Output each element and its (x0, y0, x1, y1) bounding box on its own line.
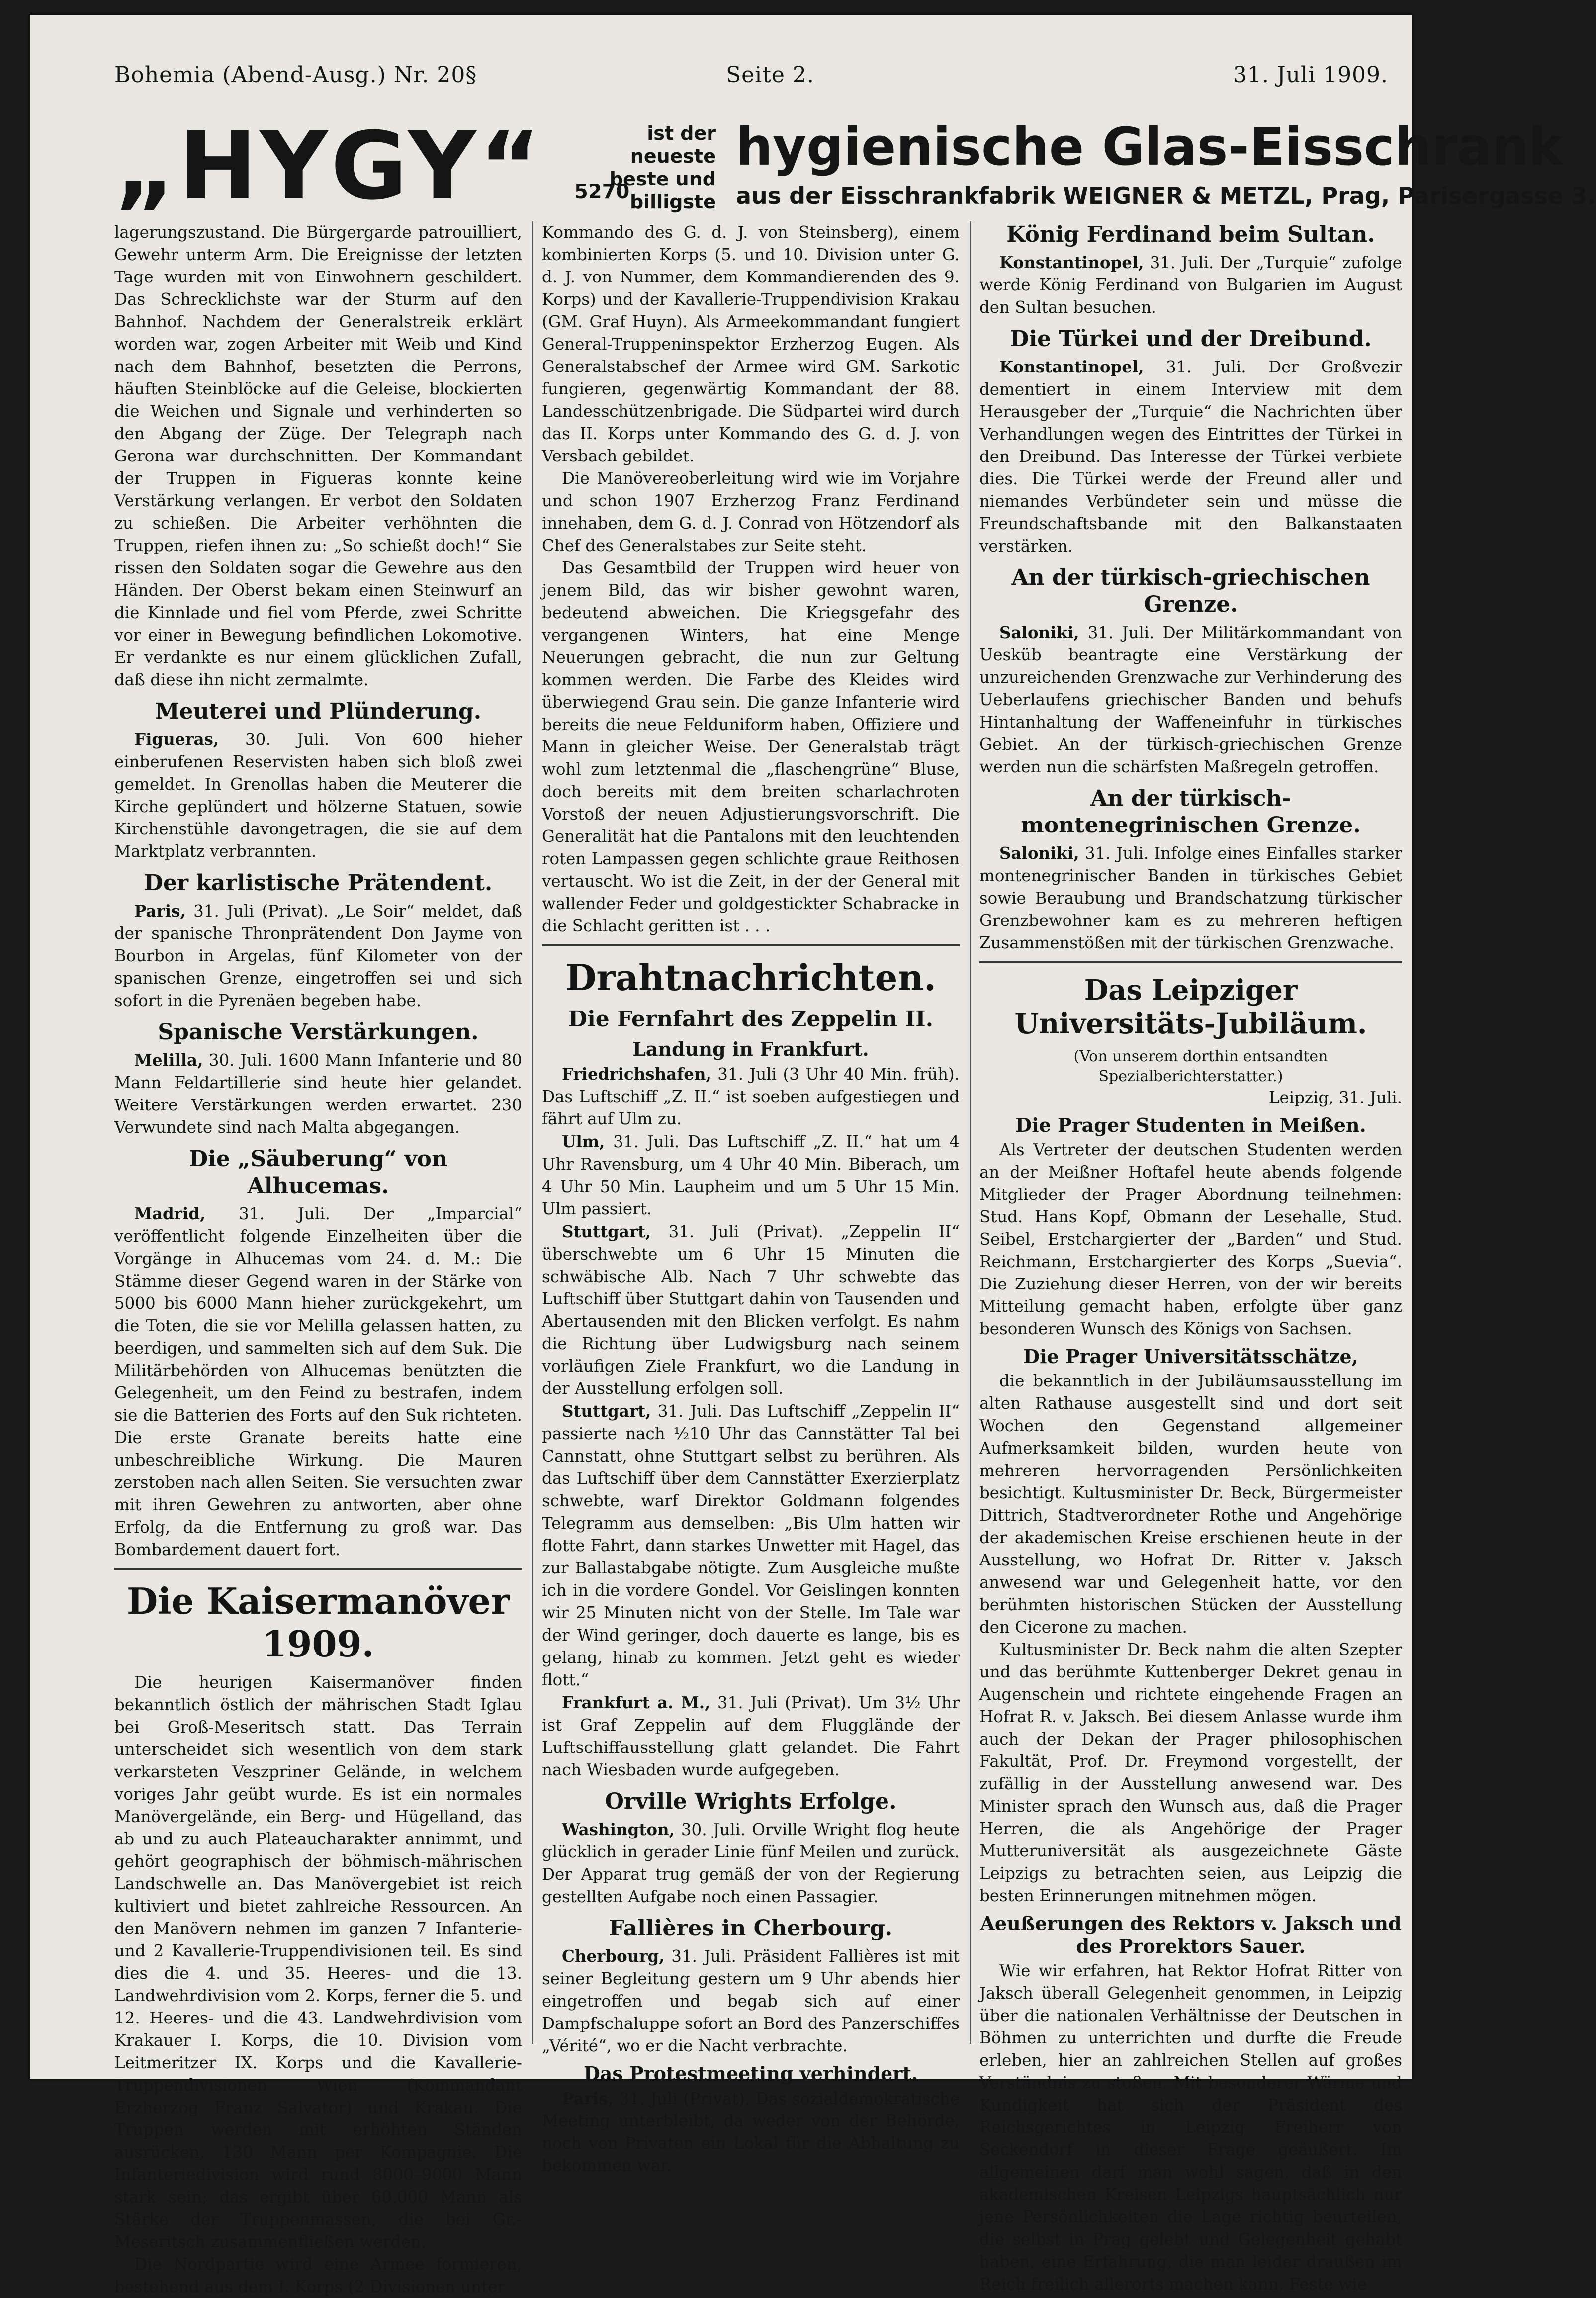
article-body: 31. Juli. Das Luftschiff „Zeppelin II“ passierte nach ½10 Uhr das Cannstätter Tal bei Cannstatt, ohne Stuttgart selbst zu berühren. Als das Luftschiff über dem Cannstätter Exerzierplatz schwebte, warf Direktor Goldmann folgendes Telegramm aus demselben: „Bis Ulm hatten wir flotte Fahrt, dann starkes Unwetter mit Hagel, das zur Ballastabgabe nötigte. Zum Ausgleiche mußte ich in die vordere Gondel. Vor Geislingen konnten wir 25 Minuten nicht von der Stelle. Im Tale war der Wind geringer, doch dauerte es lange, bis es gelang, hinab zu kommen. Jetzt geht es wieder flott.“ (542, 1402, 960, 1689)
article-text: Wie wir erfahren, hat Rektor Hofrat Ritter von Jaksch überall Gelegenheit genommen, in Leipzig über die nationalen Verhältnisse der Deutschen in Böhmen zu unterrichten und durfte die Freude erleben, hier an zahlreichen Stellen auf großes Verständnis zu stoßen. Mit besonderer Wärme und Kundigkeit hat sich der Präsident des Reichsgerichtes in Leipzig Freiherr von Seckendorf in dieser Frage geäußert. Im allgemeinen darf man wohl sagen, daß in den akademischen Kreisen Leipzigs hauptsächlich nur jene Persönlichkeiten die Lage richtig beurteilen, die selbst in Prag gelebt und Gelegenheit gehabt haben, eine Erfahrung, die man leider draußen im Reich freilich allerorts machen kann. Feste wie (979, 1961, 1402, 2294)
article-body: 31. Juli. Der Großvezir dementiert in einem Interview mit dem Herausgeber der „Turquie“ die Nachrichten über Verhandlungen wegen des Eintrittes der Türkei in den Dreibund. Das Interesse der Türkei verbiete dies. Die Türkei werde der Freund aller und niemandes Verbündeter sein und müsse die Freundschaftsbande mit den Balkanstaaten verstärken. (979, 358, 1402, 555)
article-body: 30. Juli. 1600 Mann Infanterie und 80 Mann Feldartillerie sind heute hier gelandet. Weitere Verstärkungen werden erwartet. 230 Verwundete sind nach Malta abgegangen. (114, 1051, 522, 1137)
section-heading: Die Türkei und der Dreibund. (1010, 326, 1372, 352)
article-text: Kommando des G. d. J. von Steinsberg), einem kombinierten Korps (5. und 10. Division unter G. d. J. von Nummer, dem Kommandierenden des 9. Korps) und der Kavallerie-Truppendivision Krakau (GM. Graf Huyn). Als Armeekommandant fungiert General-Truppeninspektor Erzherzog Eugen. Als Generalstabschef der Armee wird GM. Sarkotic fungieren, gegenwärtig Kommandant der 88. Landesschützenbrigade. Die Südpartei wird durch das II. Korps unter Kommando des G. d. J. von Versbach gebildet. (542, 223, 960, 465)
section-subheading: Landung in Frankfurt. (632, 1038, 869, 1060)
page-header-center: Seite 2. (726, 62, 814, 88)
article-text: Als Vertreter der deutschen Studenten werden an der Meißner Hoftafel heute abends folgende Mitglieder der Prager Abordnung teilnehmen: Stud. Hans Kopf, Obmann der Lesehalle, Stud. Seibel, Erstchargierter der „Barden“ und Stud. Reichmann, Erstchargierter des Korps „Suevia“. Die Zuziehung dieser Herren, von der wir bereits Mitteilung gemacht haben, erfolgte über ganz besonderen Wunsch des Königs von Sachsen. (979, 1140, 1402, 1338)
column-2 (542, 221, 960, 2175)
ad-number: 5270 (574, 181, 630, 203)
section-subheading: Die Prager Universitätsschätze, (1023, 1345, 1358, 1368)
ad-tag-line: ist der (647, 122, 716, 144)
article-text: Kultusminister Dr. Beck nahm die alten Szepter und das berühmte Kuttenberger Dekret genau in Augenschein und richtete eingehende Fragen an Hofrat R. v. Jaksch. Bei diesem Anlasse wurde ihm auch der Dekan der Prager philosophischen Fakultät, Prof. Dr. Freymond vorgestellt, der zufällig in der Ausstellung anwesend war. Des Minister sprach den Wunsch aus, daß die Prager Herren, die als Angehörige der Prager Mutteruniversität als ausgezeichnete Gäste Leipzigs zu betrachten seien, aus Leipzig die besten Erinnerungen mitnehmen mögen. (979, 1640, 1402, 1905)
article-text (542, 1818, 960, 1908)
main-heading: Drahtnachrichten. (565, 956, 936, 999)
article-text (114, 1202, 522, 1561)
page-header-right: 31. Juli 1909. (1233, 62, 1389, 88)
separator (979, 961, 1402, 963)
main-heading: Das Leipziger Universitäts-Jubiläum. (1014, 974, 1367, 1040)
ad-brand: „HYGY“ (114, 112, 543, 221)
article-text (542, 1063, 960, 1130)
article-body: 30. Juli. Von 600 hieher einberufenen Reservisten haben sich bloß zwei gemeldet. In Grenollas haben die Meuterer die Kirche geplündert und hölzerne Statuen, sowie Kirchenstühle davongetragen, die sie auf dem Marktplatz verbrannten. (114, 730, 522, 861)
advertisement (114, 112, 1596, 226)
ad-subline: aus der Eisschrankfabrik WEIGNER & METZL, Prag, Parisergasse 3. (736, 183, 1596, 209)
section-heading: Orville Wrights Erfolge. (605, 1789, 897, 1814)
article-text (542, 1400, 960, 1691)
dateline: Saloniki, (999, 623, 1079, 642)
section-heading: Die „Säuberung“ von Alhucemas. (189, 1146, 447, 1198)
article-body: 31. Juli (Privat). Um 3½ Uhr ist Graf Zeppelin auf dem Flugglände der Luftschiffausstellung glatt gelandet. Die Fahrt nach Wiesbaden wurde aufgegeben. (542, 1693, 960, 1779)
separator (542, 944, 960, 946)
article-body: 31. Juli (3 Uhr 40 Min. früh). Das Luftschiff „Z. II.“ ist soeben aufgestiegen und fährt auf Ulm zu. (542, 1065, 960, 1128)
column-rule (970, 221, 971, 2044)
article-text (542, 1220, 960, 1400)
dateline: Stuttgart, (562, 1401, 651, 1421)
article-text (542, 2087, 960, 2177)
ad-tag-line: neueste (630, 145, 716, 167)
article-text (542, 1691, 960, 1781)
section-heading: Die Fernfahrt des Zeppelin II. (568, 1007, 934, 1032)
dateline: Stuttgart, (562, 1222, 651, 1241)
article-text: Das Gesamtbild der Truppen wird heuer von jenem Bild, das wir bisher gewohnt waren, bedeutend abweichen. Die Kriegsgefahr des vergangenen Winters, hat eine Menge Neuerungen gebracht, die nun zur Geltung kommen werden. Die Farbe des Kleides wird überwiegend Grau sein. Die ganze Infanterie wird bereits die neue Felduniform haben, Offiziere und Mann in gleicher Weise. Der Generalstab trägt wohl zum letztenmal die „flaschengrüne“ Bluse, doch bereits mit dem breiten scharlachroten Vorstoß der neuen Adjustierungsvorschrift. Die Generalität hat die Pantalons mit den leuchtenden roten Lampassen gegen schlichte graue Reithosen vertauscht. Wo ist die Zeit, in der der General mit wallender Feder und goldgestickter Schabracke in die Schlacht geritten ist . . . (542, 558, 960, 935)
dateline: Paris, (562, 2089, 614, 2108)
dateline: Konstantinopel, (999, 253, 1144, 272)
section-subheading: Die Prager Studenten in Meißen. (1015, 1114, 1366, 1136)
separator (114, 1568, 522, 1570)
article-body: 31. Juli. Der Militärkommandant von Uesküb beantragte eine Verstärkung der unzureichenden Grenzwache zur Verhinderung des Ueberlaufens griechischer Banden und behufs Hintanhaltung der Waffeneinfuhr in türkisches Gebiet. An der türkisch-griechischen Grenze werden nun die schärfsten Maßregeln getroffen. (979, 623, 1402, 776)
article-body: 31. Juli (Privat). „Le Soir“ meldet, daß der spanische Thronprätendent Don Jayme von Bourbon in Argelas, fünf Kilometer von der spanischen Grenze, eingetroffen sei und sich sofort in die Pyrenäen begeben habe. (114, 902, 522, 1010)
section-heading: König Ferdinand beim Sultan. (1006, 222, 1375, 247)
column-3 (979, 221, 1402, 2294)
dateline: Frankfurt a. M., (562, 1693, 710, 1712)
column-1 (114, 221, 522, 2296)
article-body: 31. Juli. Infolge eines Einfalles starker montenegrinischer Banden in türkisches Gebiet sowie Beraubung und Brandschatzung türkischer Grenzbewohner kam es zu mehreren heftigen Zusammenstößen mit der türkischen Grenzwache. (979, 844, 1402, 952)
article-body: 31. Juli. Das Luftschiff „Z. II.“ hat um 4 Uhr Ravensburg, um 4 Uhr 40 Min. Biberach, um 4 Uhr 50 Min. Laupheim und um 5 Uhr 15 Min. Ulm passiert. (542, 1132, 960, 1218)
ad-headline: hygienische Glas-Eisschrank (736, 116, 1563, 177)
section-subheading: Aeußerungen des Rektors v. Jaksch und des Prorektors Sauer. (980, 1912, 1402, 1957)
ad-tag-line: beste und (609, 168, 716, 190)
dateline: Melilla, (134, 1050, 203, 1070)
section-heading: Der karlistische Prätendent. (144, 870, 493, 896)
dateline: Konstantinopel, (999, 357, 1144, 376)
dateline: Leipzig, 31. Juli. (1268, 1088, 1402, 1107)
article-text (979, 251, 1402, 319)
article-text (979, 621, 1402, 778)
section-heading: An der türkisch-griechischen Grenze. (1011, 565, 1370, 617)
article-body: 31. Juli (Privat). Das sozialdemokratische Meeting unterbleibt, da weder von der Behörde, noch von Privaten ein Lokal für die Abhaltung zu bekommen war. (542, 2089, 960, 2175)
article-text: lagerungszustand. Die Bürgergarde patrouilliert, Gewehr unterm Arm. Die Ereignisse der letzten Tage wurden mit von Einwohnern geschildert. Das Schrecklichste war der Sturm auf den Bahnhof. Nachdem der Generalstreik erklärt worden war, zogen Arbeiter mit Weib und Kind nach dem Bahnhof, besetzten die Perrons, häuften Steinblöcke auf die Geleise, blockierten die Weichen und Signale und verhinderten so den Abgang der Züge. Der Telegraph nach Gerona war durchschnitten. Der Kommandant der Truppen in Figueras konnte keine Verstärkung verlangen. Er verbot den Soldaten zu schießen. Die Arbeiter verhöhnten die Truppen, riefen ihnen zu: „So schießt doch!“ Sie rissen den Soldaten sogar die Gewehre aus den Händen. Der Oberst bekam einen Steinwurf an die Kinnlade und fiel vom Pferde, zwei Schritte vor einer in Bewegung befindlichen Lokomotive. Er verdankte es nur einem glücklichen Zufall, daß diese ihn nicht zermalmte. (114, 223, 522, 689)
article-body: 31. Juli (Privat). „Zeppelin II“ überschwebte um 6 Uhr 15 Minuten die schwäbische Alb. Nach 7 Uhr schwebte das Luftschiff über Stuttgart dahin von Tausenden und Abertausenden mit den Blicken verfolgt. Es nahm die Richtung über Ludwigsburg nach seinem vorläufigen Ziele Frankfurt, wo die Landung in der Ausstellung erfolgen soll. (542, 1222, 960, 1398)
article-text: Die heurigen Kaisermanöver finden bekanntlich östlich der mährischen Stadt Iglau bei Groß-Meseritsch statt. Das Terrain unterscheidet sich wesentlich von dem stark verkarsteten Veszpriner Gelände, in welchem voriges Jahr geübt wurde. Es ist ein normales Manövergelände, ein Berg- und Hügelland, das ab und zu auch Plateaucharakter annimmt, und gehört geographisch der böhmisch-mährischen Landschwelle an. Das Manövergebiet ist reich kultiviert und bietet zahlreiche Ressourcen. An den Manövern nehmen im ganzen 7 Infanterie- und 2 Kavallerie-Truppendivisionen teil. Es sind dies die 4. und 35. Heeres- und die 13. Landwehrdivision vom 2. Korps, ferner die 5. und 12. Heeres- und die 43. Landwehrdivision vom Krakauer I. Korps, die 10. Division vom Leitmeritzer IX. Korps und die Kavallerie-Truppendivisionen Wien (Kommandant Erzherzog Franz Salvator) und Krakau. Die Truppen werden mit erhöhten Ständen ausrücken, 130 Mann per Kompagnie. Die Infanteriedivision wird rund 8000–9000 Mann stark sein; das ergibt über 60.000 Mann als Stärke der Truppenmassen, die bei Gr.-Meseritsch zusammenfließen werden. (114, 1673, 522, 2251)
article-text (542, 1945, 960, 2057)
article-text: Die Nordpartie wird eine Armee formieren, bestehend aus dem I. Korps (2 Divisionen unter (114, 2255, 522, 2296)
article-body: 31. Juli. Der „Turquie“ zufolge werde König Ferdinand von Bulgarien im August den Sultan besuchen. (979, 253, 1402, 317)
dateline: Paris, (134, 901, 186, 920)
article-body: 31. Juli. Der „Imparcial“ veröffentlicht folgende Einzelheiten über die Vorgänge in Alhucemas vom 24. d. M.: Die Stämme dieser Gegend waren in der Stärke von 5000 bis 6000 Mann hieher zurückgekehrt, um die Toten, die sie vor Melilla gelassen hatten, zu beerdigen, und sammelten sich auf dem Suk. Die Militärbehörden von Alhucemas benützten die Gelegenheit, um den Feind zu bestrafen, indem sie die Batterien des Forts auf den Suk richteten. Die erste Granate bereits hatte eine unbeschreibliche Wirkung. Die Mauren zerstoben nach allen Seiten. Sie versuchten zwar mit ihren Gewehren zu antworten, aber ohne Erfolg, da die Entfernung zu groß war. Das Bombardement dauert fort. (114, 1204, 522, 1559)
section-heading: Spanische Verstärkungen. (158, 1019, 479, 1045)
main-heading: Die Kaisermanöver 1909. (126, 1580, 510, 1665)
page-header-left: Bohemia (Abend-Ausg.) Nr. 20§ (114, 62, 477, 88)
section-subheading: Das Protestmeeting verhindert. (583, 2062, 918, 2085)
article-text: Die Manövereoberleitung wird wie im Vorjahre und schon 1907 Erzherzog Franz Ferdinand innehaben, dem G. d. J. Conrad von Hötzendorf als Chef des Generalstabes zur Seite steht. (542, 469, 960, 555)
article-text (114, 1049, 522, 1139)
dateline: Figueras, (134, 730, 219, 749)
dateline: Saloniki, (999, 843, 1079, 863)
article-text (979, 842, 1402, 954)
correspondent-note: (Von unserem dorthin entsandten Spezialberichterstatter.) (1073, 1048, 1328, 1085)
ad-tag-line: billigste (629, 191, 716, 213)
section-heading: Fallières in Cherbourg. (609, 1916, 893, 1941)
article-text (114, 728, 522, 863)
column-rule (532, 221, 533, 2044)
article-text: die bekanntlich in der Jubiläumsausstellung im alten Rathause ausgestellt sind und dort seit Wochen den Gegenstand allgemeiner Aufmerksamkeit bilden, wurden heute von mehreren hervorragenden Persönlichkeiten besichtigt. Kultusminister Dr. Beck, Bürgermeister Dittrich, Stadtverordneter Rothe und Angehörige der akademischen Kreise erschienen heute in der Ausstellung, wo Hofrat Dr. Ritter v. Jaksch anwesend war und Gelegenheit hatte, vor den berühmten historischen Stücken der Ausstellung den Cicerone zu machen. (979, 1372, 1402, 1637)
dateline: Madrid, (134, 1204, 206, 1223)
article-text (979, 356, 1402, 557)
article-text (114, 900, 522, 1012)
dateline: Ulm, (562, 1132, 605, 1151)
article-body: 30. Juli. Orville Wright flog heute glücklich in gerader Linie fünf Meilen und zurück. Der Apparat trug gemäß der von der Regierung gestellten Aufgabe noch einen Passagier. (542, 1820, 960, 1906)
dateline: Cherbourg, (562, 1946, 665, 1966)
article-body: 31. Juli. Präsident Fallières ist mit seiner Begleitung gestern um 9 Uhr abends hier eingetroffen und begab sich auf einer Dampfschaluppe sofort an Bord des Panzerschiffes „Vérité“, wo er die Nacht verbrachte. (542, 1947, 960, 2055)
dateline: Washington, (562, 1820, 675, 1839)
section-heading: An der türkisch-montenegrinischen Grenze. (1021, 786, 1361, 838)
newspaper-page (30, 15, 1596, 2296)
article-text (542, 1130, 960, 1220)
section-heading: Meuterei und Plünderung. (155, 699, 482, 724)
dateline: Friedrichshafen, (562, 1064, 711, 1084)
